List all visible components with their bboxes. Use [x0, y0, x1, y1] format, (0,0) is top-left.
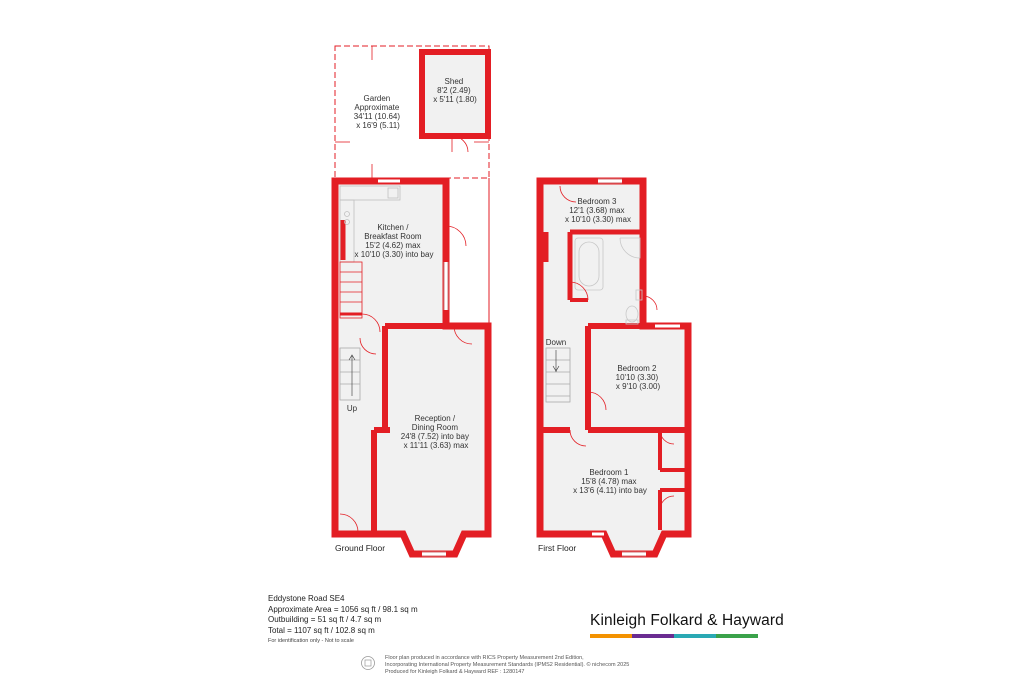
footer-line-1: Floor plan produced in accordance with RICS Property Measurement 2nd Edition, [385, 655, 584, 661]
up-label: Up [346, 404, 358, 413]
disclaimer: For identification only - Not to scale [268, 638, 354, 645]
footer-credits [385, 655, 629, 676]
reception-label: Reception / Dining Room 24'8 (7.52) into bay x 11'11 (3.63) max [400, 414, 470, 450]
ground-floor-label: Ground Floor [335, 543, 386, 553]
property-info [268, 594, 418, 647]
outbuilding-area: Outbuilding = 51 sq ft / 4.7 sq m [268, 615, 382, 625]
rics-logo-icon [360, 655, 376, 671]
total-area: Total = 1107 sq ft / 102.8 sq m [268, 625, 375, 635]
footer-line-3: Produced for Kinleigh Folkard & Hayward REF : 1280147 [385, 669, 525, 675]
first-floor-label: First Floor [538, 543, 577, 553]
kitchen-label: Kitchen / Breakfast Room 15'2 (4.62) max x 10'10 (3.30) into bay [354, 223, 434, 259]
bedroom1-label: Bedroom 1 15'8 (4.78) max x 13'6 (4.11) into bay [573, 468, 647, 495]
bedroom2-label: Bedroom 2 10'10 (3.30) x 9'10 (3.00) [615, 364, 661, 391]
brand-bar-teal [674, 634, 716, 638]
bedroom3-label: Bedroom 3 12'1 (3.68) max x 10'10 (3.30) max [564, 197, 632, 224]
garden-label: Garden Approximate 34'11 (10.64) x 16'9 (5.11) [353, 94, 401, 130]
brand-bar-orange [590, 634, 632, 638]
first-floor-plan [540, 179, 688, 556]
first-floor-walls [540, 181, 688, 554]
footer-line-2: Incorporating International Property Measurement Standards (IPMS2 Residential). © nichecom 2025 [385, 662, 630, 668]
brand-bar-green [716, 634, 758, 638]
address: Eddystone Road SE4 [268, 594, 345, 603]
shed-label: Shed 8'2 (2.49) x 5'11 (1.80) [433, 77, 477, 104]
brand-color-bar [590, 634, 758, 638]
brand-name: Kinleigh Folkard & Hayward [590, 612, 784, 629]
down-label: Down [545, 338, 567, 347]
brand-bar-purple [632, 634, 674, 638]
approximate-area: Approximate Area = 1056 sq ft / 98.1 sq m [268, 604, 418, 614]
